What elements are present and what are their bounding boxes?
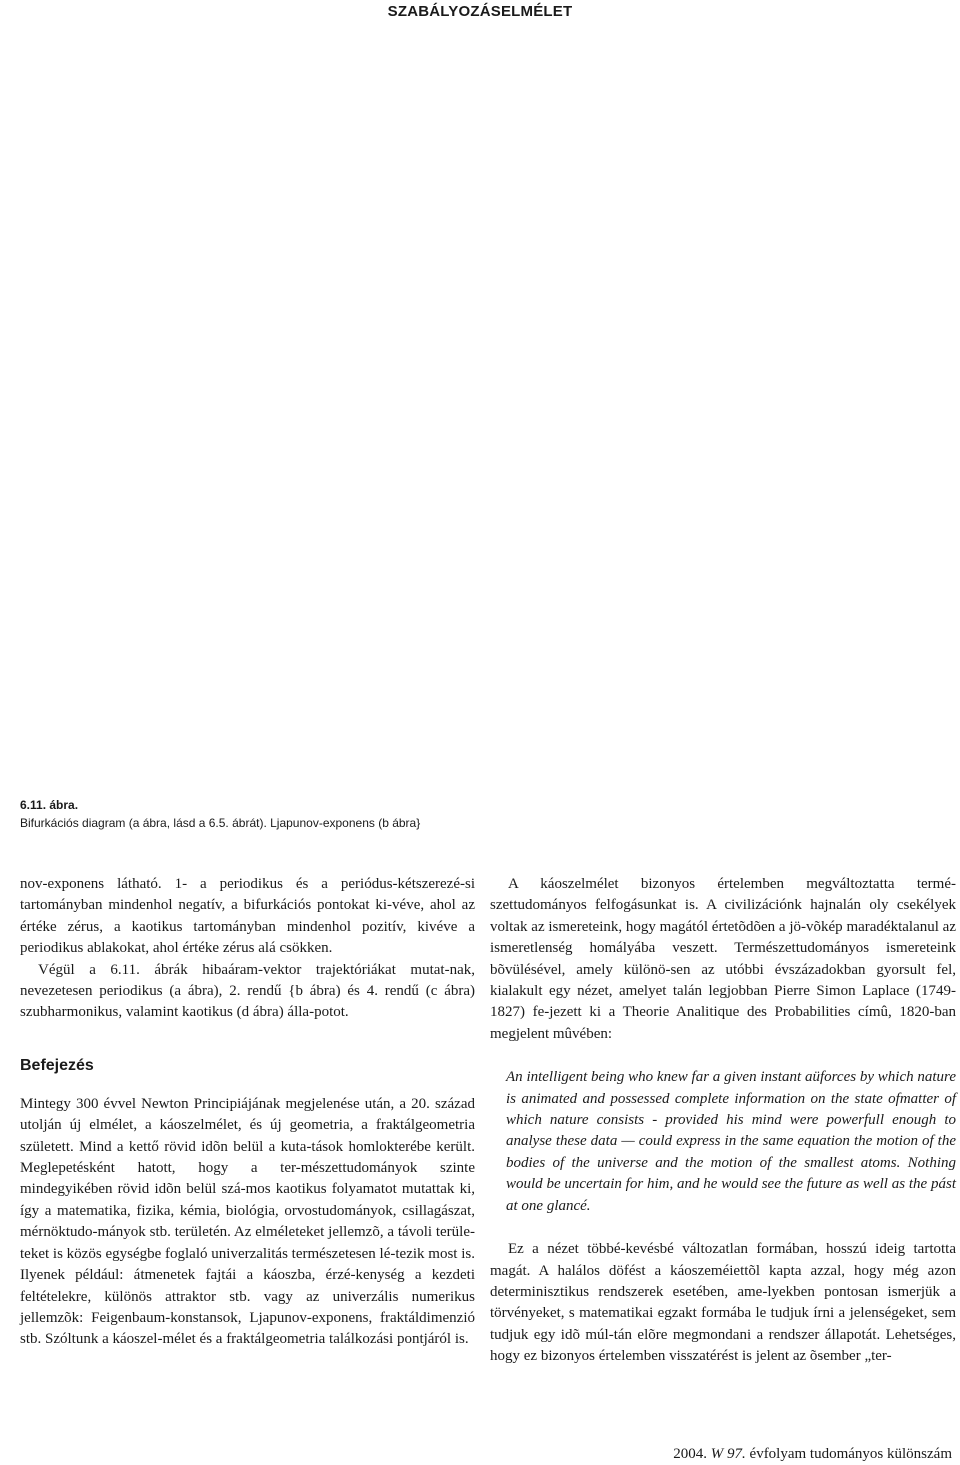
section-title: Befejezés <box>20 1056 94 1074</box>
left-column <box>20 874 475 1351</box>
paragraph: Mintegy 300 évvel Newton Principiájának megjelenése után, a 20. század utolján új elmélet, a káoszelmélet, és új geometria, a fraktálgeometria született. Mind a kettő rövid idõn belül a kuta-tások homlokterébe került. Meglepetésként hatott, hogy a ter-mészettudományok szinte mindegyikében rövid idõn belül szá-mos kaotikus folyamatot mutattak ki, így a matematika, fizika, kémia, biológia, orvostudományok, csillagászat, mérnöktudo-mányok stb. területén. Az elméleteket jellemzõ, a távoli terüle-teket is közös egységbe foglaló univerzalitás természetesen lé-tezik most is. Ilyenek például: átmenetek fajtái a káoszba, érzé-kenység a kezdeti feltételekre, különös attraktor stb. vagy az univerzális numerikus jellemzõk: Feigenbaum-konstansok, Ljapunov-exponens, fraktáldimenzió stb. Szóltunk a káoszel-mélet és a fraktálgeometria találkozási pontjáról is. <box>20 1095 475 1348</box>
paragraph: nov-exponens látható. 1- a periodikus és a periódus-kétszerezé-si tartományban mindenhol negatív, a bifurkációs pontokat ki-véve, ahol az értéke zérus, a kaotikus tartományban mindenhol pozitív, kivéve a periodikus ablakokat, ahol értéke zérus alá csökken. <box>20 876 475 957</box>
footer-issue: W 97. <box>710 1446 746 1462</box>
paragraph: Ez a nézet többé-kevésbé változatlan formában, hosszú ideig tartotta magát. A halálos döfést a káoszeméiettõl kapta azzal, hogy még azon determinisztikus rendszerek esetében, ame-lyekben pontosan ismerjük a törvényeket, s matematikai egzakt formába le tudjuk írni a jelenségeket, sem tudjuk egy idõ múl-tán elõre megmondani a rendszer állapotát. Lehetséges, hogy ez bizonyos értelemben visszatérést is jelent az õsember „ter- <box>490 1241 956 1365</box>
right-column <box>490 874 956 1368</box>
block-quote: An intelligent being who knew far a given instant aüforces by which nature is animated and possessed complete information on the state ofmatter of which nature consists - provided his mind were powerfull enough to analyse these data — could express in the same equation the motion of the bodies of the universe and the motion of the smallest atoms. Nothing would be uncertain for him, and he would see the future as well as the pást at one glancé. <box>506 1069 956 1214</box>
running-header: SZABÁLYOZÁSELMÉLET <box>387 3 573 20</box>
figure-number: 6.11. ábra. <box>20 798 79 812</box>
footer-year: 2004. <box>673 1446 708 1462</box>
paragraph: Végül a 6.11. ábrák hibaáram-vektor trajektóriákat mutat-nak, nevezetesen periodikus (a ábra), 2. rendű {b ábra) és 4. rendű (c ábra) szubharmonikus, valamint kaotikus (d ábra) álla-potot. <box>20 961 475 1021</box>
footer-text: évfolyam tudományos különszám <box>749 1446 952 1462</box>
page-footer <box>673 1446 952 1463</box>
figure-caption <box>20 796 420 832</box>
paragraph: A káoszelmélet bizonyos értelemben megváltoztatta termé-szettudományos felfogásunkat is. A civilizációnk hajnalán oly csekélyek voltak az ismereteink, hogy magától értetõdõen a jö-võkép maradéktalanul az ismeretlenség homályába veszett. Természettudományos ismereteink bõvülésével, amely különö-sen az utóbbi évszázadokban gyorsult fel, kialakult egy nézet, amelyet talán legjobban Pierre Simon Laplace (1749-1827) fe-jezett ki a Theorie Analitique des Probabilities címû, 1820-ban megjelent mûvében: <box>490 876 956 1042</box>
figure-caption-text: Bifurkációs diagram (a ábra, lásd a 6.5. ábrát). Ljapunov-exponens (b ábra} <box>20 816 421 830</box>
